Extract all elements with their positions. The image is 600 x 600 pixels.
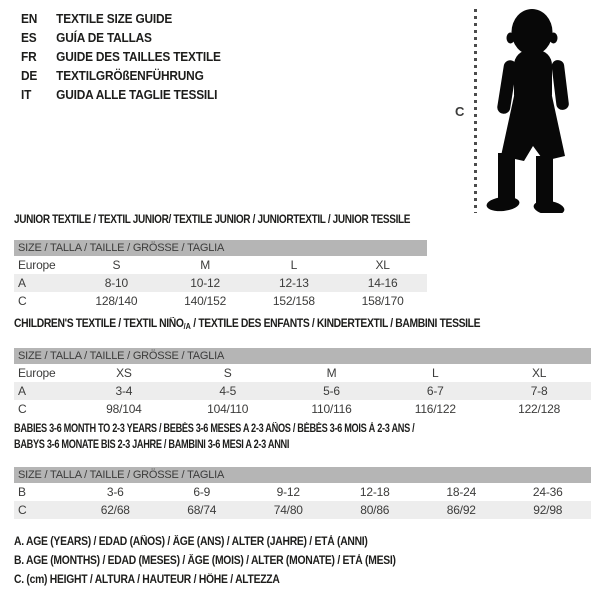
- table-cell: 140/152: [184, 294, 227, 308]
- language-title: TEXTILGRÖßENFÜHRUNG: [56, 69, 204, 83]
- language-title: TEXTILE SIZE GUIDE: [56, 12, 173, 26]
- row-label: C: [18, 402, 27, 416]
- table-cell: 9-12: [276, 485, 300, 499]
- size-table-row: [14, 400, 591, 418]
- table-cell: 104/110: [207, 402, 249, 416]
- row-label: Europe: [18, 258, 56, 272]
- height-measure-label: C: [455, 104, 465, 119]
- row-label: C: [18, 294, 27, 308]
- table-cell: 92/98: [533, 503, 563, 517]
- row-label: A: [18, 384, 26, 398]
- table-cell: XL: [375, 258, 390, 272]
- language-code: FR: [21, 50, 37, 64]
- table-cell: 116/122: [414, 402, 456, 416]
- size-bar: SIZE / TALLA / TAILLE / GRÖSSE / TAGLIA: [14, 348, 591, 364]
- table-cell: XL: [531, 366, 547, 380]
- table-cell: 10-12: [190, 276, 220, 290]
- size-table-row: [14, 364, 591, 382]
- baby-silhouette-icon: [486, 8, 586, 213]
- language-title: GUIDA ALLE TAGLIE TESSILI: [56, 88, 218, 102]
- height-measure-dotted-line: [474, 9, 477, 213]
- heading-text: / TEXTILE DES ENFANTS / KINDERTEXTIL / BAMBINI TESSILE: [190, 318, 481, 330]
- table-cell: 128/140: [95, 294, 138, 308]
- heading-text: JUNIOR TEXTILE / TEXTIL JUNIOR/ TEXTILE JUNIOR / JUNIORTEXTIL / JUNIOR TESSILE: [14, 214, 411, 226]
- row-label: B: [18, 485, 26, 499]
- language-code: DE: [21, 69, 38, 83]
- section-heading-children: [14, 318, 480, 331]
- table-cell: 62/68: [100, 503, 130, 517]
- language-row-de: [21, 67, 221, 86]
- size-table-babies: [14, 467, 591, 519]
- language-title: GUÍA DE TALLAS: [56, 31, 152, 45]
- table-cell: 18-24: [446, 485, 477, 499]
- language-title: GUIDE DES TAILLES TEXTILE: [56, 50, 221, 64]
- legend-line-a: A. AGE (YEARS) / EDAD (AÑOS) / ÂGE (ANS) / ALTER (JAHRE) / ETÀ (ANNI): [14, 536, 368, 548]
- table-cell: 12-18: [359, 485, 390, 499]
- size-table-row: [14, 292, 427, 310]
- language-code: ES: [21, 31, 37, 45]
- table-cell: S: [112, 258, 121, 272]
- legend-line-b: B. AGE (MONTHS) / EDAD (MESES) / ÂGE (MOIS) / ALTER (MONATE) / ETÀ (MESI): [14, 555, 396, 567]
- language-code: IT: [21, 88, 32, 102]
- table-cell: L: [290, 258, 298, 272]
- language-code: EN: [21, 12, 38, 26]
- heading-text: CHILDREN'S TEXTILE / TEXTIL NIÑO: [14, 318, 184, 330]
- size-table-children: [14, 348, 591, 418]
- table-cell: L: [432, 366, 439, 380]
- table-cell: 24-36: [532, 485, 563, 499]
- table-rows: [14, 483, 591, 519]
- language-row-en: [21, 10, 221, 29]
- table-rows: [14, 256, 427, 310]
- table-cell: 14-16: [367, 276, 398, 290]
- table-cell: 6-7: [426, 384, 444, 398]
- table-cell: 152/158: [272, 294, 315, 308]
- table-cell: 158/170: [361, 294, 404, 308]
- table-cell: M: [200, 258, 211, 272]
- legend-line-c: C. (cm) HEIGHT / ALTURA / HAUTEUR / HÖHE / ALTEZZA: [14, 574, 280, 586]
- table-cell: M: [326, 366, 337, 380]
- table-cell: S: [223, 366, 232, 380]
- size-table-junior: [14, 240, 427, 310]
- table-cell: 74/80: [273, 503, 303, 517]
- row-label: Europe: [18, 366, 56, 380]
- size-bar: SIZE / TALLA / TAILLE / GRÖSSE / TAGLIA: [14, 467, 591, 483]
- table-cell: 5-6: [323, 384, 340, 398]
- measure-legend: [14, 533, 438, 590]
- section-heading-junior: [14, 214, 410, 226]
- table-cell: 68/74: [187, 503, 217, 517]
- row-label: A: [18, 276, 26, 290]
- language-row-it: [21, 86, 221, 105]
- table-cell: 12-13: [279, 276, 309, 290]
- table-cell: 8-10: [104, 276, 128, 290]
- table-cell: 3-6: [106, 485, 124, 499]
- table-cell: 86/92: [446, 503, 476, 517]
- table-cell: XS: [116, 366, 132, 380]
- size-table-row: [14, 256, 427, 274]
- language-title-list: [21, 10, 231, 105]
- size-bar: SIZE / TALLA / TAILLE / GRÖSSE / TAGLIA: [14, 240, 427, 256]
- size-table-row: [14, 501, 591, 519]
- size-table-row: [14, 483, 591, 501]
- section-heading-babies-line1: BABIES 3-6 MONTH TO 2-3 YEARS / BEBÉS 3-6 MESES A 2-3 AÑOS / BÉBÉS 3-6 MOIS À 2-3 ANS /: [14, 423, 415, 435]
- size-table-row: [14, 382, 591, 400]
- size-table-row: [14, 274, 427, 292]
- table-cell: 80/86: [360, 503, 390, 517]
- row-label: C: [18, 503, 27, 517]
- section-heading-babies-line2: BABYS 3-6 MONATE BIS 2-3 JAHRE / BAMBINI 3-6 MESI A 2-3 ANNI: [14, 439, 290, 451]
- language-row-fr: [21, 48, 221, 67]
- language-row-es: [21, 29, 221, 48]
- heading-subscript: /A: [183, 322, 191, 331]
- table-rows: [14, 364, 591, 418]
- table-cell: 110/116: [311, 402, 352, 416]
- table-cell: 4-5: [219, 384, 237, 398]
- table-cell: 98/104: [106, 402, 142, 416]
- table-cell: 7-8: [530, 384, 548, 398]
- table-cell: 6-9: [193, 485, 211, 499]
- table-cell: 122/128: [518, 402, 561, 416]
- table-cell: 3-4: [115, 384, 133, 398]
